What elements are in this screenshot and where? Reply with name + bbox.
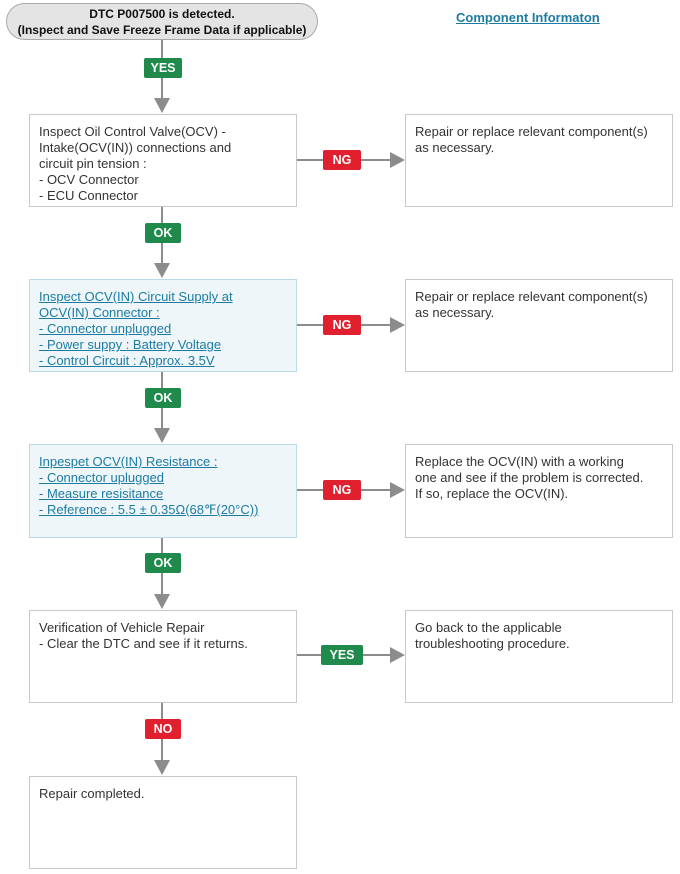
yes-badge: YES	[321, 645, 363, 665]
dtc-title: DTC P007500 is detected.	[89, 6, 235, 21]
ng-badge: NG	[323, 315, 361, 335]
arrowhead	[390, 482, 405, 498]
arrowhead	[154, 428, 170, 443]
step4-line: - Clear the DTC and see if it returns.	[39, 636, 248, 651]
step3-side-line: one and see if the problem is corrected.	[415, 470, 644, 485]
step2-line[interactable]: OCV(IN) Connector :	[39, 305, 160, 320]
dtc-subtitle: (Inspect and Save Freeze Frame Data if applicable)	[17, 22, 307, 37]
step1-line: circuit pin tension :	[39, 156, 147, 171]
step4-go-back-box	[405, 610, 673, 703]
step1-line: Inspect Oil Control Valve(OCV) -	[39, 124, 226, 139]
repair-completed-box	[29, 776, 297, 869]
step1-line: - ECU Connector	[39, 188, 138, 203]
final-line: Repair completed.	[39, 786, 145, 801]
step2-inspect-circuit-supply[interactable]	[29, 279, 297, 372]
component-information-link[interactable]: Component Informaton	[456, 10, 600, 25]
step4-line: Verification of Vehicle Repair	[39, 620, 205, 635]
arrowhead	[390, 317, 405, 333]
arrowhead	[154, 594, 170, 609]
step1-line: - OCV Connector	[39, 172, 139, 187]
dtc-detected-start	[6, 3, 318, 40]
step1-inspect-ocv-connections	[29, 114, 297, 207]
arrowhead	[154, 760, 170, 775]
yes-badge: YES	[144, 58, 182, 78]
step4-side-line: troubleshooting procedure.	[415, 636, 570, 651]
step3-line[interactable]: - Reference : 5.5 ± 0.35Ω(68℉(20°C))	[39, 502, 259, 517]
ok-badge: OK	[145, 388, 181, 408]
ng-badge: NG	[323, 480, 361, 500]
step3-inspect-resistance[interactable]	[29, 444, 297, 538]
step2-line[interactable]: - Power suppy : Battery Voltage	[39, 337, 222, 352]
step3-side-line: Replace the OCV(IN) with a working	[415, 454, 624, 469]
step3-line[interactable]: - Measure resisitance	[39, 486, 164, 501]
step2-side-line: as necessary.	[415, 305, 495, 320]
step1-repair-box	[405, 114, 673, 207]
step2-line[interactable]: - Connector unplugged	[39, 321, 172, 336]
step1-line: Intake(OCV(IN)) connections and	[39, 140, 232, 155]
arrowhead	[154, 98, 170, 113]
step2-repair-box	[405, 279, 673, 372]
step3-line[interactable]: Inpespet OCV(IN) Resistance :	[39, 454, 218, 469]
step1-side-line: Repair or replace relevant component(s)	[415, 124, 648, 139]
ok-badge: OK	[145, 553, 181, 573]
arrowhead	[390, 152, 405, 168]
step3-side-line: If so, replace the OCV(IN).	[415, 486, 569, 501]
arrowhead	[390, 647, 405, 663]
step3-line[interactable]: - Connector uplugged	[39, 470, 165, 485]
step3-replace-box	[405, 444, 673, 538]
step1-side-line: as necessary.	[415, 140, 495, 155]
step2-side-line: Repair or replace relevant component(s)	[415, 289, 648, 304]
no-badge: NO	[145, 719, 181, 739]
step2-line[interactable]: - Control Circuit : Approx. 3.5V	[39, 353, 215, 368]
ok-badge: OK	[145, 223, 181, 243]
arrowhead	[154, 263, 170, 278]
step2-line[interactable]: Inspect OCV(IN) Circuit Supply at	[39, 289, 233, 304]
step4-verification-box	[29, 610, 297, 703]
ng-badge: NG	[323, 150, 361, 170]
step4-side-line: Go back to the applicable	[415, 620, 562, 635]
